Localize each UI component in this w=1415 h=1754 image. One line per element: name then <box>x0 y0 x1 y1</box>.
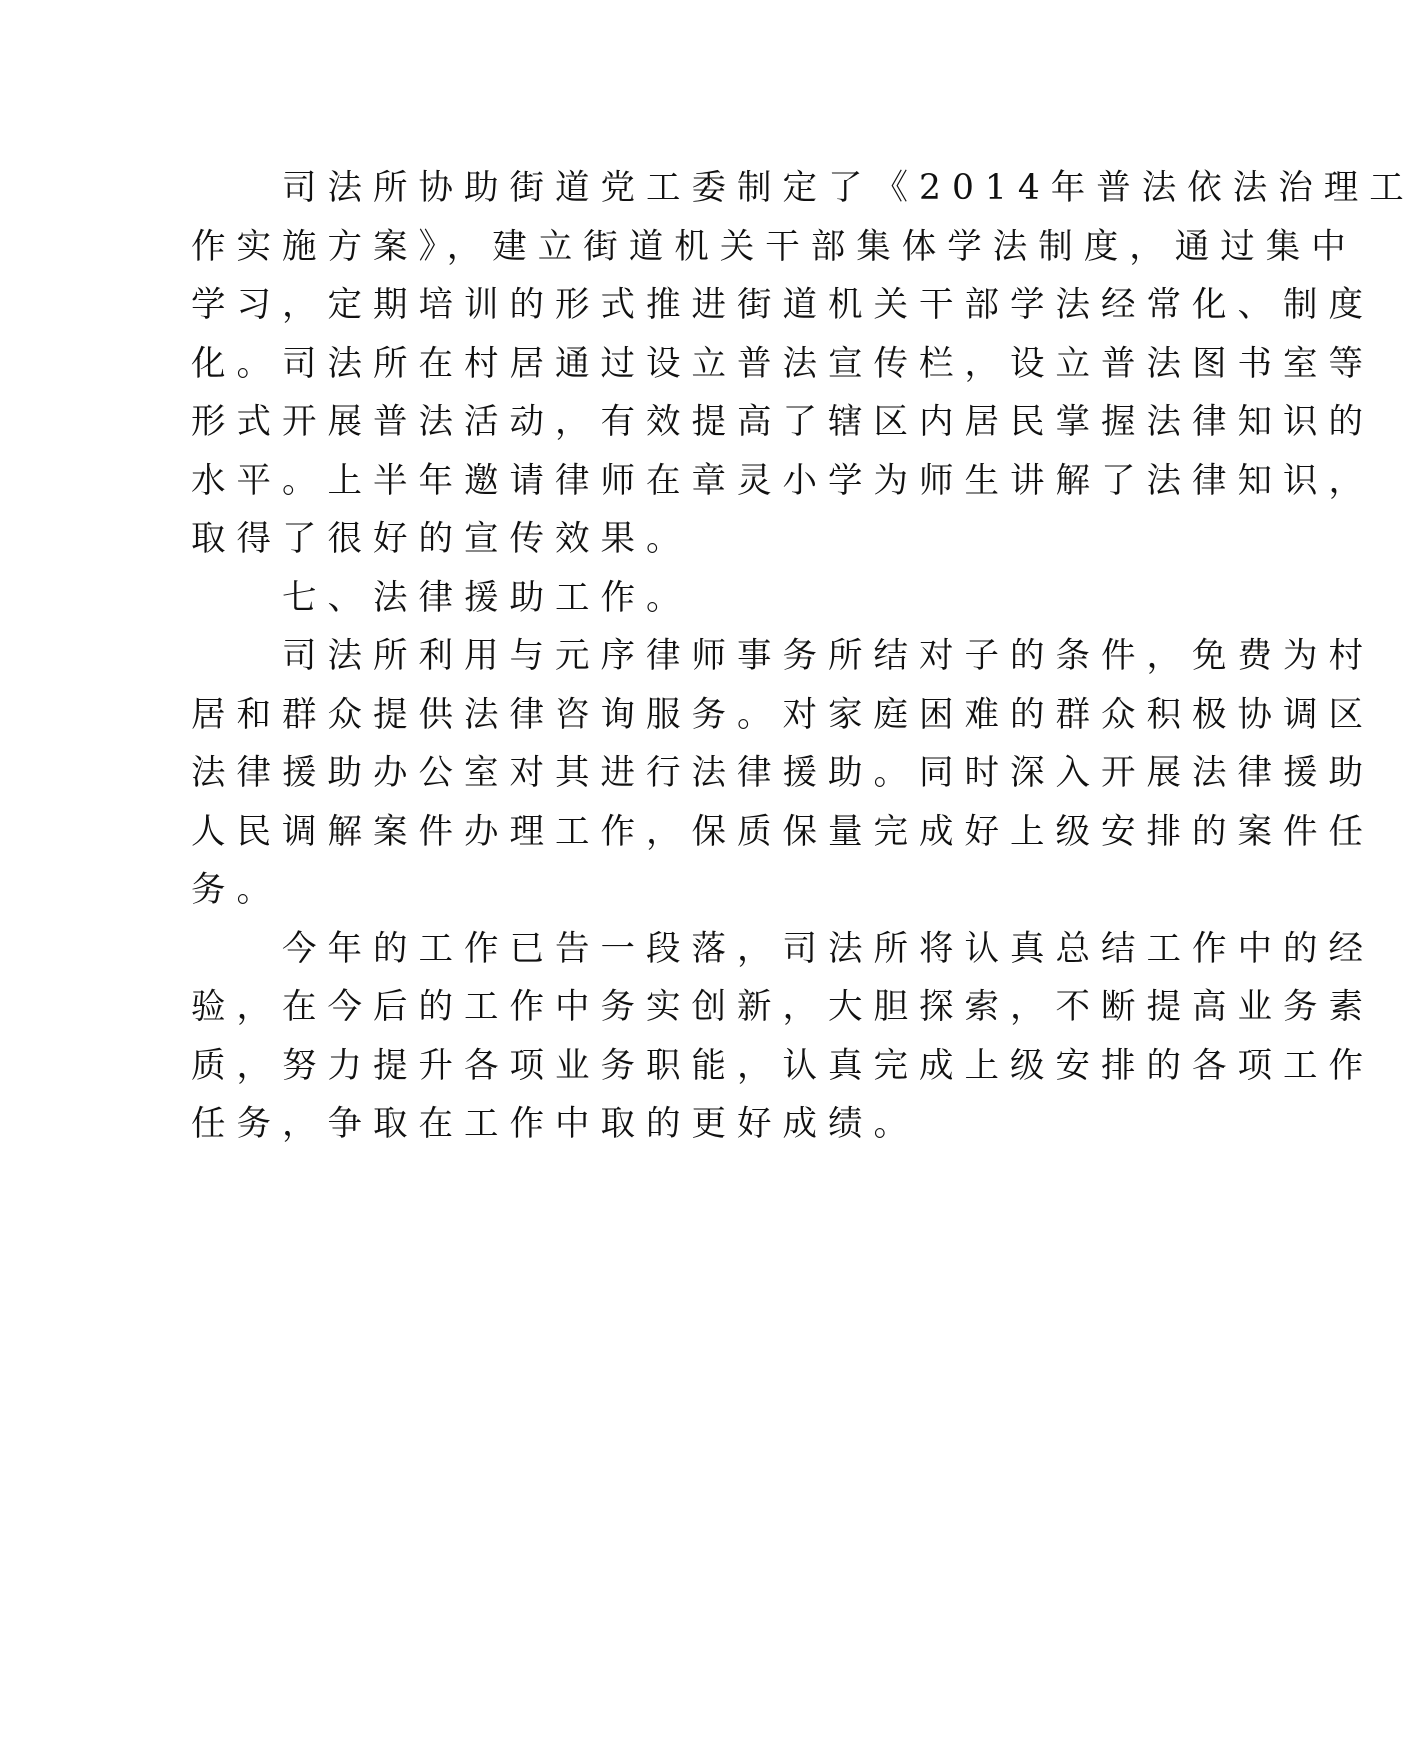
text-line: 化。司法所在村居通过设立普法宣传栏，设立普法图书室等 <box>191 343 1374 384</box>
text-line: 学习，定期培训的形式推进街道机关干部学法经常化、制度 <box>191 285 1374 325</box>
text-line: 任务，争取在工作中取的更好成绩。 <box>191 1104 919 1144</box>
text-line: 形式开展普法活动，有效提高了辖区内居民掌握法律知识的 <box>191 402 1374 442</box>
text-line: 务。 <box>191 870 282 910</box>
text-line: 水平。上半年邀请律师在章灵小学为师生讲解了法律知识， <box>191 460 1374 501</box>
text-line: 居和群众提供法律咨询服务。对家庭困难的群众积极协调区 <box>191 694 1374 735</box>
text-line: 司法所协助街道党工委制定了《2014年普法依法治理工 <box>191 168 1415 208</box>
text-line: 法律援助办公室对其进行法律援助。同时深入开展法律援助 <box>191 753 1374 793</box>
text-line: 质，努力提升各项业务职能，认真完成上级安排的各项工作 <box>191 1045 1374 1086</box>
text-line: 取得了很好的宣传效果。 <box>191 519 692 559</box>
text-line: 验，在今后的工作中务实创新，大胆探索，不断提高业务素 <box>191 987 1374 1027</box>
document-body <box>191 159 1415 1154</box>
text-line: 司法所利用与元序律师事务所结对子的条件，免费为村 <box>191 636 1374 676</box>
text-line: 人民调解案件办理工作，保质保量完成好上级安排的案件任 <box>191 811 1374 852</box>
text-line: 今年的工作已告一段落，司法所将认真总结工作中的经 <box>191 928 1374 969</box>
text-line: 作实施方案》，建立街道机关干部集体学法制度，通过集中 <box>191 226 1357 267</box>
section-heading: 七、法律援助工作。 <box>191 577 692 618</box>
